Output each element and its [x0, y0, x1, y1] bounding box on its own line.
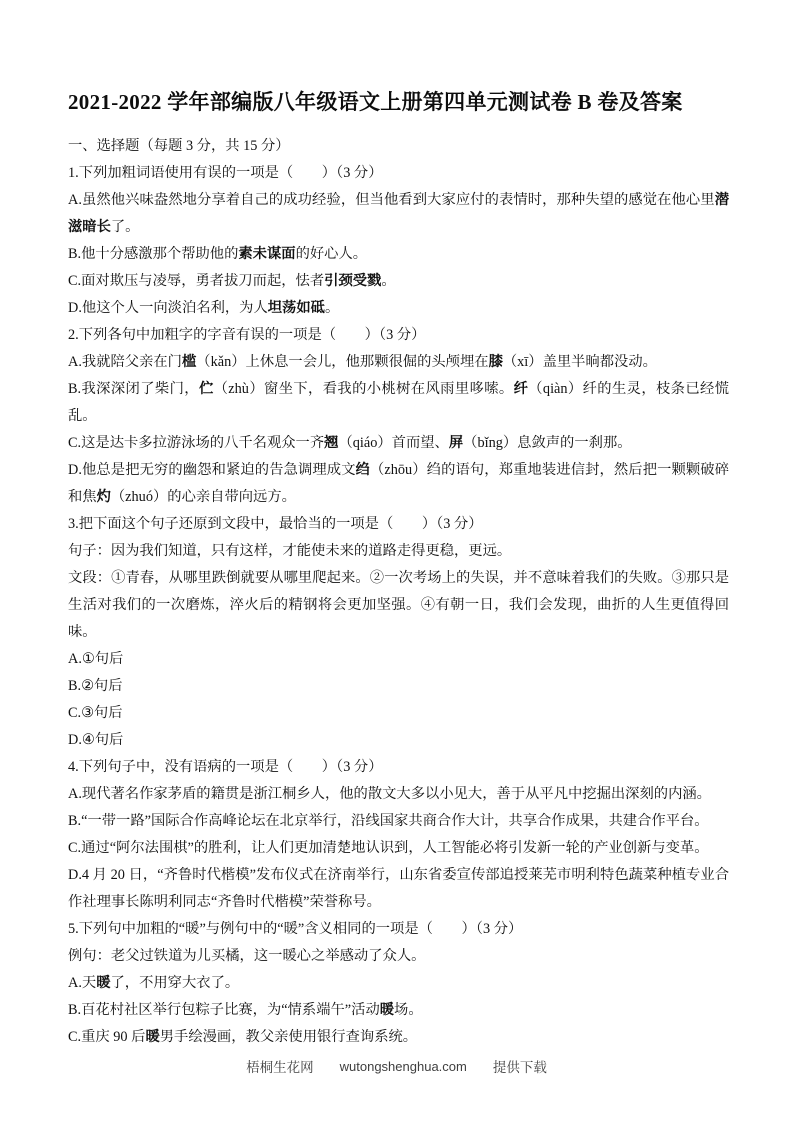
q2-option-b: B.我深深闭了柴门，伫（zhù）窗坐下，看我的小桃树在风雨里哆嗦。纤（qiàn）纤的生灵，枝条已经慌乱。 [68, 381, 730, 425]
q3-passage: 文段：①青春，从哪里跌倒就要从哪里爬起来。②一次考场上的失误，并不意味着我们的失败。③那只是生活对我们的一次磨炼，淬火后的精钢将会更加坚强。④有朝一日，我们会发现，曲折的人生更值得回味。 [68, 570, 729, 641]
document-body [68, 133, 729, 1051]
q2-stem: 2.下列各句中加粗字的字音有误的一项是（ ）（3 分） [68, 327, 426, 344]
q1-stem: 1.下列加粗词语使用有误的一项是（ ）（3 分） [68, 165, 383, 182]
q4-option-c: C.通过“阿尔法围棋”的胜利，让人们更加清楚地认识到，人工智能必将引发新一轮的产业创新与变革。 [68, 840, 709, 857]
q4-option-a: A.现代著名作家茅盾的籍贯是浙江桐乡人，他的散文大多以小见大，善于从平凡中挖掘出深刻的内涵。 [68, 786, 711, 803]
q5-stem: 5.下列句中加粗的“暖”与例句中的“暖”含义相同的一项是（ ）（3 分） [68, 921, 523, 938]
q5-example: 例句：老父过铁道为儿买橘，这一暖心之举感动了众人。 [68, 948, 426, 965]
q1-option-b: B.他十分感激那个帮助他的素未谋面的好心人。 [68, 246, 368, 263]
q4-option-d: D.4 月 20 日，“齐鲁时代楷模”发布仪式在济南举行，山东省委宣传部追授莱芜市明利特色蔬菜种植专业合作社理事长陈明利同志“齐鲁时代楷模”荣誉称号。 [68, 867, 729, 911]
q4-stem: 4.下列句子中，没有语病的一项是（ ）（3 分） [68, 759, 383, 776]
q2-option-a: A.我就陪父亲在门槛（kǎn）上休息一会儿，他那颗很倔的头颅埋在膝（xī）盖里半晌都没动。 [68, 354, 657, 371]
q1-option-a: A.虽然他兴味盎然地分享着自己的成功经验，但当他看到大家应付的表情时，那种失望的感觉在他心里潜滋暗长了。 [68, 192, 729, 236]
q2-option-d: D.他总是把无穷的幽怨和紧迫的告急调理成文绉（zhōu）绉的语句，郑重地装进信封，然后把一颗颗破碎和焦灼（zhuó）的心亲自带向远方。 [68, 462, 730, 506]
section-1-header: 一、选择题（每题 3 分，共 15 分） [68, 138, 290, 155]
footer-site-name: 梧桐生花网 [246, 1060, 314, 1075]
q3-option-a: A.①句后 [68, 651, 124, 668]
q3-stem: 3.把下面这个句子还原到文段中，最恰当的一项是（ ）（3 分） [68, 516, 483, 533]
q1-option-d: D.他这个人一向淡泊名利，为人坦荡如砥。 [68, 300, 340, 317]
q5-option-c: C.重庆 90 后暖男手绘漫画，教父亲使用银行查询系统。 [68, 1029, 418, 1046]
q5-option-a: A.天暖了，不用穿大衣了。 [68, 975, 240, 992]
footer-download-label: 提供下载 [492, 1060, 547, 1075]
q3-option-b: B.②句后 [68, 678, 123, 695]
q4-option-b: B.“一带一路”国际合作高峰论坛在北京举行，沿线国家共商合作大计，共享合作成果，共建合作平台。 [68, 813, 709, 830]
document-title: 2021-2022 学年部编版八年级语文上册第四单元测试卷 B 卷及答案 [68, 90, 683, 114]
q3-option-c: C.③句后 [68, 705, 123, 722]
q1-option-c: C.面对欺压与凌辱，勇者拔刀而起，怯者引颈受戮。 [68, 273, 396, 290]
footer-site-url: wutongshenghua.com [339, 1058, 467, 1074]
q3-sentence: 句子：因为我们知道，只有这样，才能使未来的道路走得更稳，更远。 [68, 543, 512, 560]
q3-option-d: D.④句后 [68, 732, 124, 749]
page-footer [0, 1056, 793, 1076]
q5-option-b: B.百花村社区举行包粽子比赛，为“情系端午”活动暖场。 [68, 1002, 423, 1019]
q2-option-c: C.这是达卡多拉游泳场的八千名观众一齐翘（qiáo）首而望、屏（bǐng）息敛声的一刹那。 [68, 435, 632, 452]
